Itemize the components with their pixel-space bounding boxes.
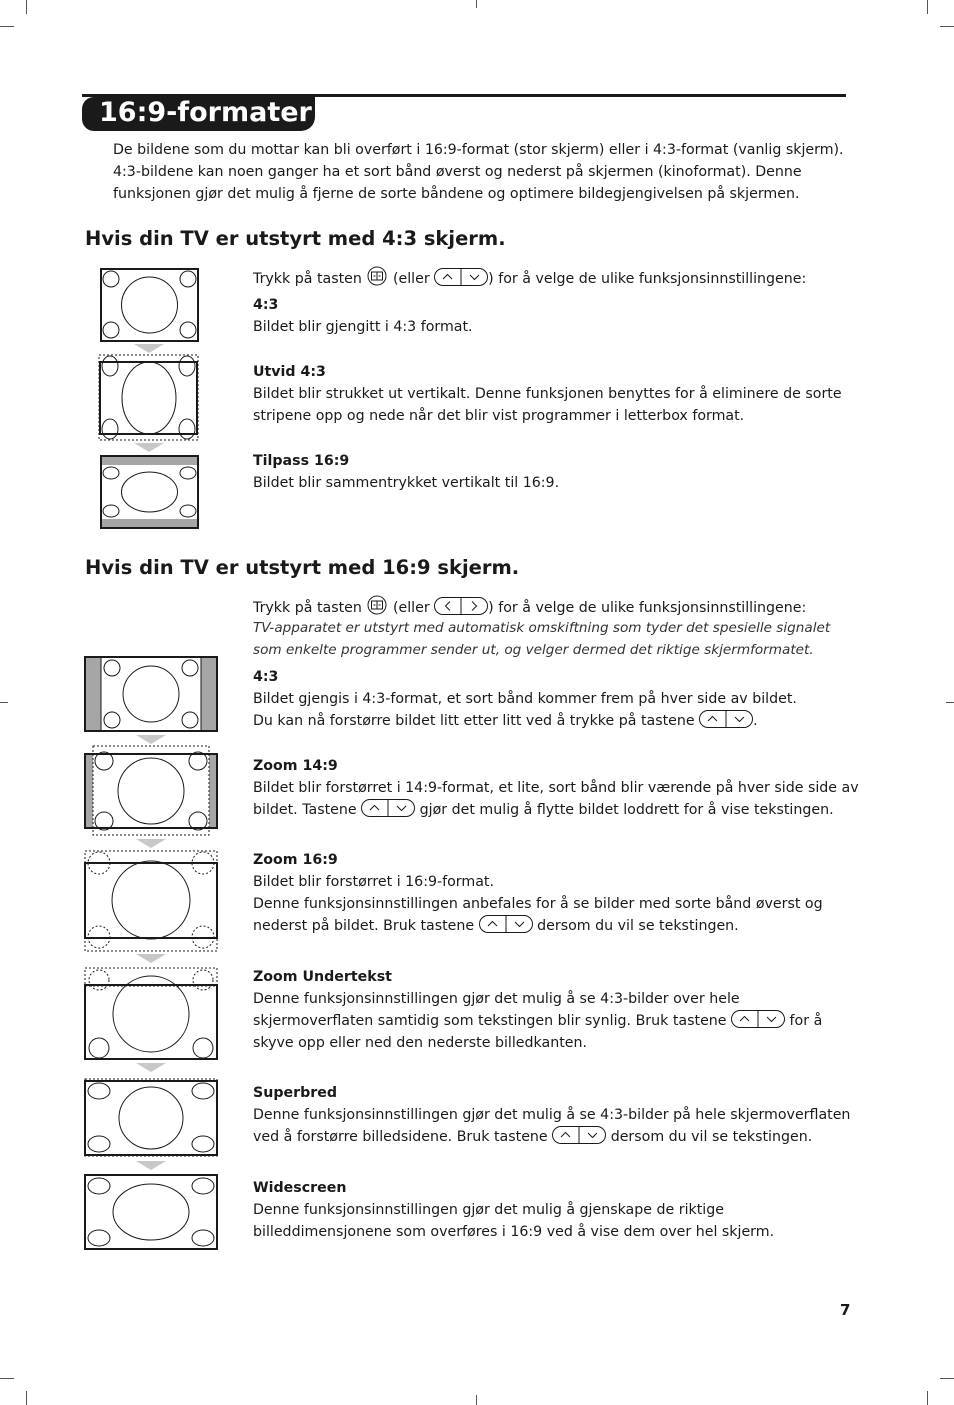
crop-mark [0,26,14,27]
item-label: 4:3 [253,297,279,313]
crop-mark [26,0,27,14]
item-label: Zoom 16:9 [253,852,338,868]
crop-mark [940,26,954,27]
down-arrow-icon [136,1063,166,1073]
list-item [253,1177,861,1243]
format-key-icon[interactable] [366,595,388,615]
list-item: Zoom Undertekst Denne funksjonsinnstillingen gjør det mulig å se 4:3-bilder over hele skjermoverflaten samtidig som tekstingen blir synlig. Bruk tastene for å skyve opp eller ned den nederste billedkanten. [253,966,861,1054]
crop-mark [946,702,954,703]
item-label: Zoom Undertekst [253,969,392,985]
tv-format-diagram-icon [84,1174,218,1250]
tv-format-diagram-icon [100,268,200,343]
list-item: Zoom 16:9 Bildet blir forstørret i 16:9-format. Denne funksjonsinnstillingen anbefales for å se bilder med sorte bånd øverst og nederst på bildet. Bruk tastene dersom du vil se tekstingen. [253,849,861,937]
list-item [253,361,861,427]
up-down-keys-icon[interactable] [361,799,415,817]
up-down-keys-icon[interactable] [699,710,753,728]
crop-mark [940,1378,954,1379]
item-label: 4:3 [253,669,279,685]
down-arrow-icon [134,443,164,453]
crop-mark [927,0,928,14]
tv-format-diagram-icon [84,745,218,837]
crop-mark [0,702,8,703]
list-item [253,450,861,494]
section-43-instruction: Trykk på tasten (eller ) for å velge de ulike funksjonsinnstillingene: [253,266,861,290]
item-description: Bildet blir strukket ut vertikalt. Denne funksjonen benyttes for å eliminere de sorte stripene opp og nede når det blir vist programmer i letterbox format. [253,386,842,424]
item-description: Bildet blir gjengitt i 4:3 format. [253,319,473,335]
intro-paragraph: De bildene som du mottar kan bli overført i 16:9-format (stor skjerm) eller i 4:3-format (vanlig skjerm). 4:3-bildene kan noen ganger ha et sort bånd øverst og nederst på skjermen (kinoformat). Denne funksjonen gjør det mulig å fjerne de sorte båndene og optimere bildegjengivelsen på skjermen. [113,142,844,202]
section-169-instruction: Trykk på tasten (eller ) for å velge de ulike funksjonsinnstillingene: [253,595,861,619]
item-label: Widescreen [253,1180,347,1196]
tv-format-diagram-icon [84,1078,218,1158]
item-description: Bildet blir sammentrykket vertikalt til 16:9. [253,475,560,491]
format-key-icon[interactable] [366,266,388,286]
up-down-keys-icon[interactable] [731,1010,785,1028]
page-number: 7 [840,1301,851,1319]
list-item [253,294,861,338]
section-43-heading: Hvis din TV er utstyrt med 4:3 skjerm. [85,227,506,250]
down-arrow-icon [134,344,164,354]
down-arrow-icon [136,1161,166,1171]
section-169-heading: Hvis din TV er utstyrt med 16:9 skjerm. [85,556,520,579]
crop-mark [476,0,477,8]
tv-format-diagram-icon [84,967,218,1061]
down-arrow-icon [136,954,166,964]
tv-format-diagram-icon [84,656,218,732]
crop-mark [0,1378,14,1379]
crop-mark [26,1391,27,1405]
page-title: 16:9-formater [82,97,315,131]
item-label: Tilpass 16:9 [253,453,350,469]
tv-format-diagram-icon [84,850,218,952]
up-down-keys-icon[interactable] [479,915,533,933]
up-down-keys-icon[interactable] [434,268,488,286]
down-arrow-icon [136,735,166,745]
item-description: Bildet gjengis i 4:3-format, et sort bånd kommer frem på hver side av bildet. [253,691,797,707]
tv-format-diagram-icon [98,354,200,442]
down-arrow-icon [136,839,166,849]
list-item: Zoom 14:9 Bildet blir forstørret i 14:9-format, et lite, sort bånd blir værende på hver side side av bildet. Tastene gjør det mulig å flytte bildet loddrett for å vise tekstingen. [253,755,861,821]
crop-mark [476,1395,477,1405]
item-description: Denne funksjonsinnstillingen gjør det mulig å gjenskape de riktige billeddimensjonene som overføres i 16:9 ved å vise dem over hel skjerm. [253,1202,775,1240]
item-label: Superbred [253,1085,338,1101]
tv-format-diagram-icon [100,455,200,530]
list-item: Superbred Denne funksjonsinnstillingen gjør det mulig å se 4:3-bilder på hele skjermoverflaten ved å forstørre billedsidene. Bruk tastene dersom du vil se tekstingen. [253,1082,861,1148]
crop-mark [927,1391,928,1405]
list-item: 4:3 Bildet gjengis i 4:3-format, et sort bånd kommer frem på hver side av bildet. Du kan nå forstørre bildet litt etter litt ved å trykke på tastene . [253,666,861,732]
item-label: Zoom 14:9 [253,758,338,774]
auto-switch-note: TV-apparatet er utstyrt med automatisk omskiftning som tyder det spesielle signalet som enkelte programmer sender ut, og velger dermed det riktige skjermformatet. [253,620,831,658]
up-down-keys-icon[interactable] [552,1126,606,1144]
item-label: Utvid 4:3 [253,364,326,380]
left-right-keys-icon[interactable] [434,597,488,615]
